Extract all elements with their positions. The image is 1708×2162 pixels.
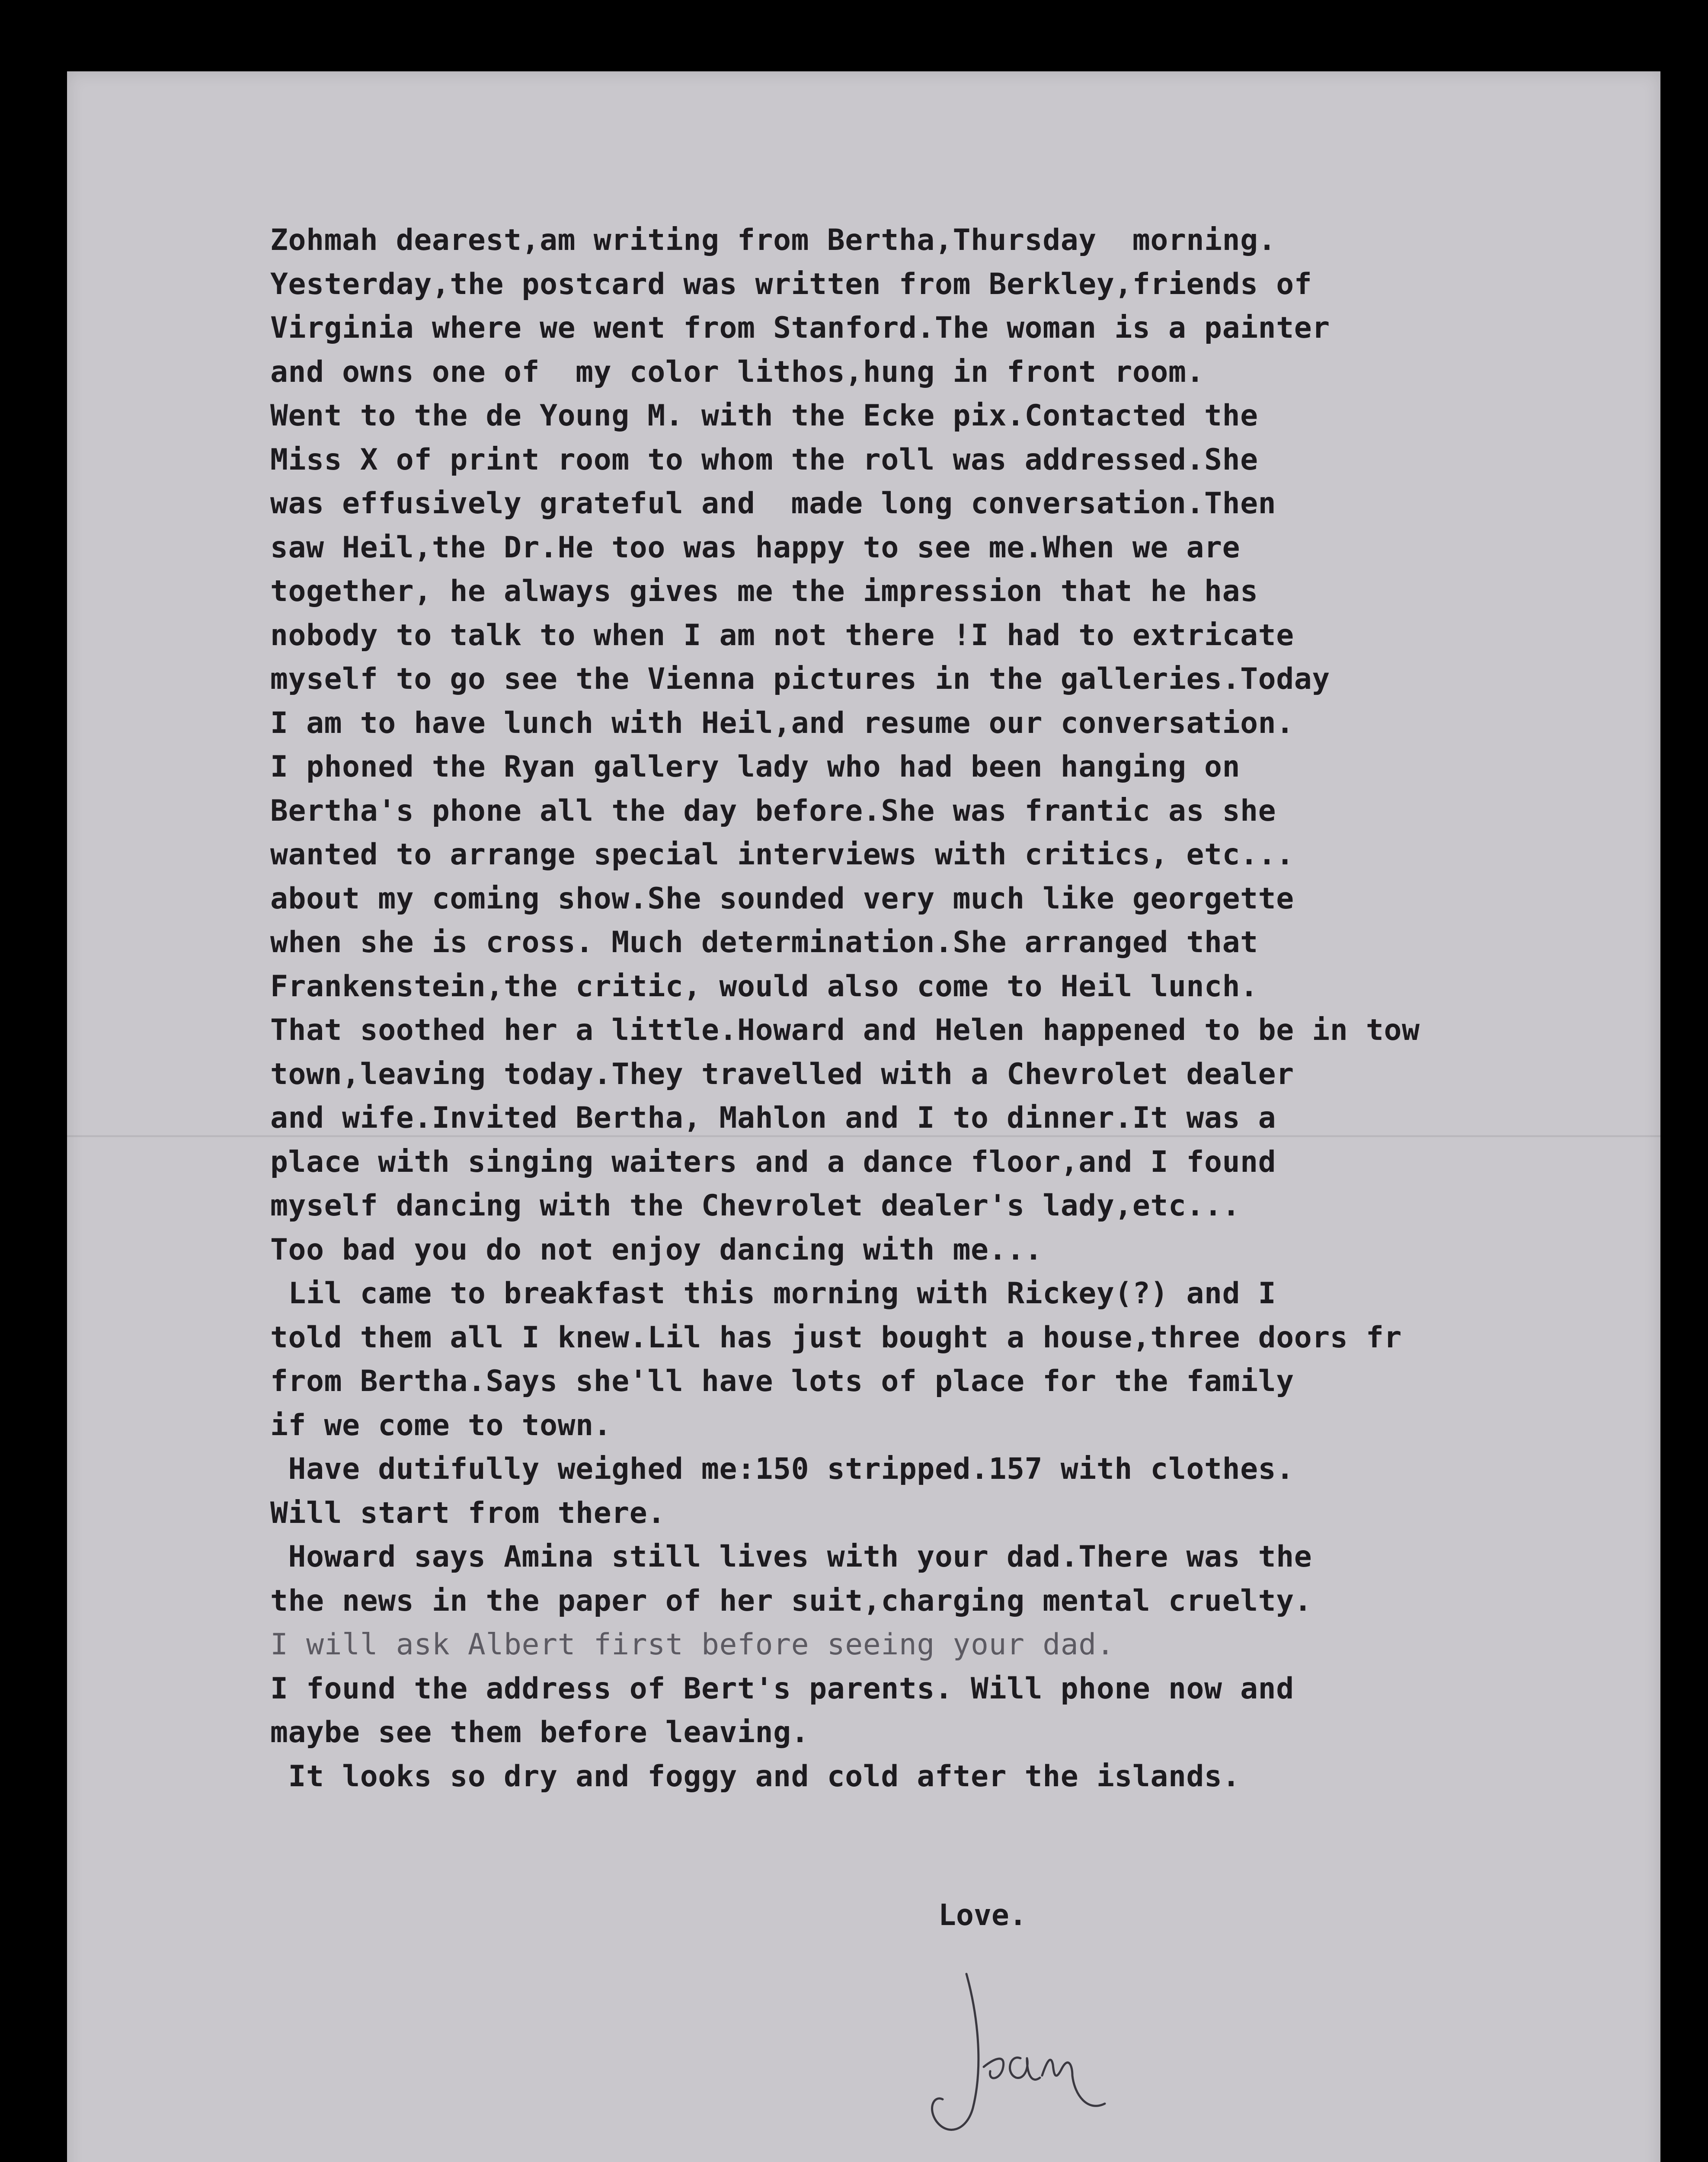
letter-line: Went to the de Young M. with the Ecke pix.Contacted the — [270, 399, 1258, 433]
letter-line: I am to have lunch with Heil,and resume our conversation. — [270, 706, 1294, 740]
letter-line: nobody to talk to when I am not there !I had to extricate — [270, 618, 1294, 652]
letter-line: was effusively grateful and made long conversation.Then — [270, 486, 1276, 521]
closing-salutation: Love. — [938, 1898, 1027, 1932]
letter-line: when she is cross. Much determination.She arranged that — [270, 925, 1258, 959]
letter-line: the news in the paper of her suit,charging mental cruelty. — [270, 1583, 1312, 1618]
letter-line: place with singing waiters and a dance floor,and I found — [270, 1145, 1276, 1179]
letter-line: Howard says Amina still lives with your dad.There was the — [270, 1540, 1312, 1574]
letter-line: from Bertha.Says she'll have lots of place for the family — [270, 1364, 1294, 1398]
letter-line-faint: I will ask Albert first before seeing your dad. — [270, 1628, 1115, 1662]
letter-line: town,leaving today.They travelled with a Chevrolet dealer — [270, 1057, 1294, 1091]
letter-line: Frankenstein,the critic, would also come to Heil lunch. — [270, 969, 1258, 1004]
letter-line: It looks so dry and foggy and cold after the islands. — [270, 1759, 1241, 1794]
letter-line: if we come to town. — [270, 1408, 612, 1442]
letter-line: wanted to arrange special interviews with critics, etc... — [270, 838, 1294, 872]
letter-line: I found the address of Bert's parents. Will phone now and — [270, 1671, 1294, 1706]
handwritten-signature — [902, 1965, 1126, 2147]
letter-line: Lil came to breakfast this morning with Rickey(?) and I — [270, 1276, 1276, 1311]
letter-body — [270, 218, 1697, 1798]
letter-line: Bertha's phone all the day before.She was frantic as she — [270, 793, 1276, 828]
letter-line: Yesterday,the postcard was written from Berkley,friends of — [270, 267, 1312, 301]
letter-line: I phoned the Ryan gallery lady who had been hanging on — [270, 750, 1241, 784]
letter-line: and owns one of my color lithos,hung in front room. — [270, 355, 1205, 389]
letter-line: together, he always gives me the impression that he has — [270, 574, 1258, 608]
letter-line: saw Heil,the Dr.He too was happy to see me.When we are — [270, 530, 1241, 565]
letter-line: Zohmah dearest,am writing from Bertha,Thursday morning. — [270, 223, 1276, 257]
letter-line: Will start from there. — [270, 1496, 665, 1530]
letter-line: myself to go see the Vienna pictures in the galleries.Today — [270, 662, 1330, 696]
letter-line: told them all I knew.Lil has just bought a house,three doors fr — [270, 1320, 1402, 1355]
letter-line: about my coming show.She sounded very much like georgette — [270, 881, 1294, 916]
letter-line: That soothed her a little.Howard and Helen happened to be in tow — [270, 1013, 1420, 1047]
letter-line: Have dutifully weighed me:150 stripped.157 with clothes. — [270, 1452, 1294, 1486]
letter-line: myself dancing with the Chevrolet dealer's lady,etc... — [270, 1189, 1241, 1223]
letter-line: Miss X of print room to whom the roll was addressed.She — [270, 442, 1258, 477]
letter-page — [67, 71, 1660, 2162]
letter-line: Virginia where we went from Stanford.The woman is a painter — [270, 311, 1330, 345]
letter-line: Too bad you do not enjoy dancing with me... — [270, 1232, 1043, 1267]
letter-line: maybe see them before leaving. — [270, 1715, 809, 1749]
letter-line: and wife.Invited Bertha, Mahlon and I to dinner.It was a — [270, 1101, 1276, 1135]
